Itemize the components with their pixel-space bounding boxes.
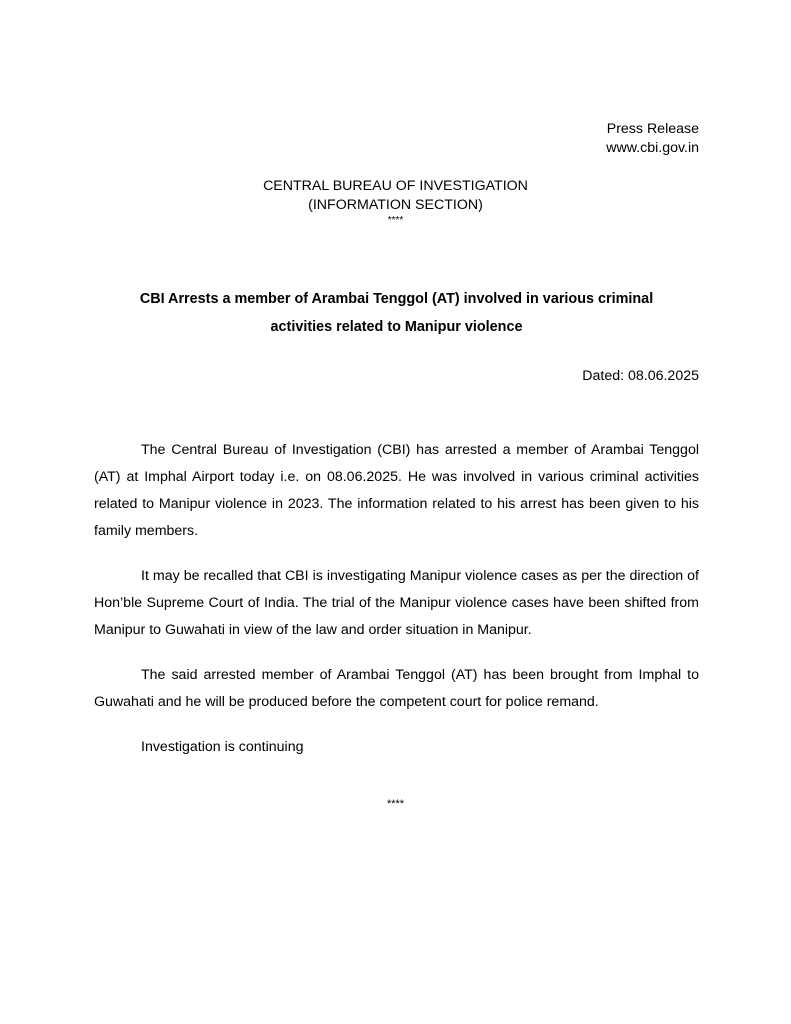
header-separator: **** (387, 215, 404, 226)
press-release-label: Press Release (606, 121, 699, 137)
headline (94, 285, 699, 341)
paragraph-3: The said arrested member of Arambai Tenggol (AT) has been brought from Imphal to Guwahati and he will be produced before the competent court for police remand. (94, 667, 699, 710)
headline-line-1: CBI Arrests a member of Arambai Tenggol (AT) involved in various criminal (139, 291, 654, 307)
paragraph-2: It may be recalled that CBI is investigating Manipur violence cases as per the direction of Hon’ble Supreme Court of India. The trial of the Manipur violence cases have been shifted from Manipur to Guwahati in view of the law and order situation in Manipur. (94, 568, 699, 638)
body-text (94, 437, 699, 779)
paragraph-4: Investigation is continuing (141, 739, 304, 755)
date-line: Dated: 08.06.2025 (582, 368, 699, 384)
website-link[interactable]: www.cbi.gov.in (606, 140, 699, 156)
organization-section: (INFORMATION SECTION) (308, 197, 483, 213)
document-header (606, 120, 699, 158)
paragraph-1: The Central Bureau of Investigation (CBI) has arrested a member of Arambai Tenggol (AT) at Imphal Airport today i.e. on 08.06.2025. He was involved in various criminal activities related to Manipur violence in 2023. The information related to his arrest has been given to his family members. (94, 442, 699, 539)
end-separator: **** (386, 798, 405, 810)
headline-line-2: activities related to Manipur violence (270, 319, 523, 335)
organization-block (0, 177, 791, 226)
organization-name: CENTRAL BUREAU OF INVESTIGATION (263, 178, 528, 194)
